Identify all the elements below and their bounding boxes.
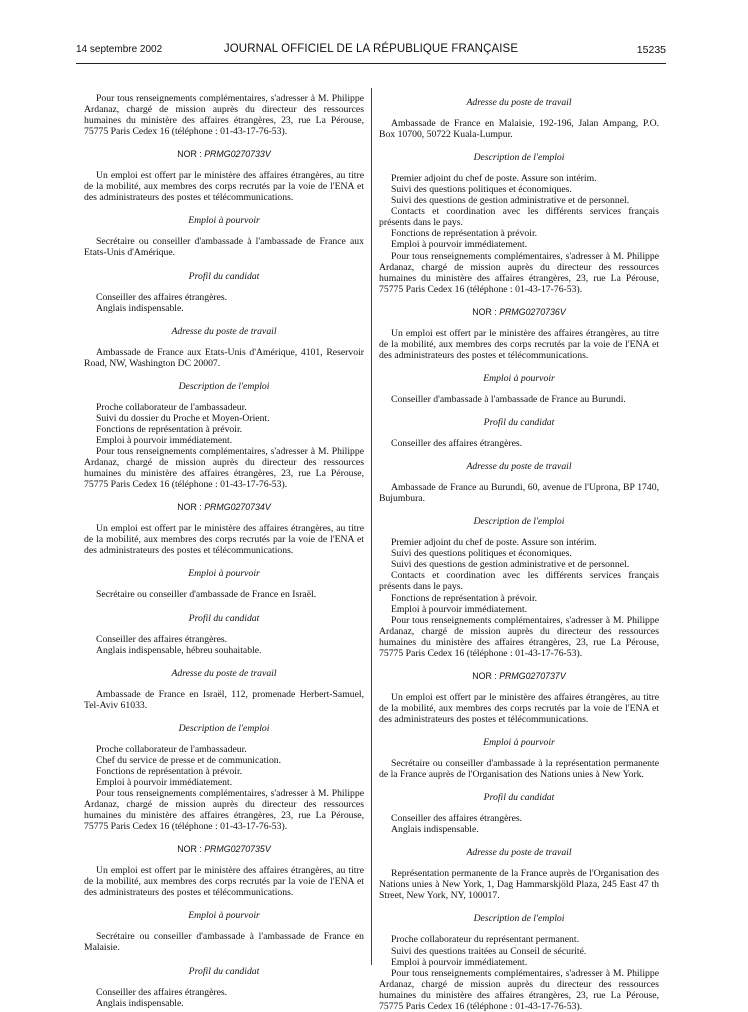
section-heading: Profil du candidat [188,270,260,282]
adresse-text: Représentation permanente de la France auprès de l'Organisation des Nations unies à New York, 1, Dag Hammarskjöld Plaza, 245 East 47 th Street, New York, NY, 100017. [379,868,659,902]
adresse-text: Ambassade de France au Burundi, 60, avenue de l'Uprona, BP 1740, Bujumbura. [379,482,659,505]
offer-paragraph: Un emploi est offert par le ministère des affaires étrangères, au titre de la mobilité, aux membres des corps recrutés par la voie de l'ENA et des administrateurs des postes et télécommunications. [84,170,364,204]
section-heading: Description de l'emploi [473,516,565,528]
section-heading: Description de l'emploi [178,380,270,392]
section-heading: Emploi à pourvoir [188,910,260,922]
description-line: Chef du service de presse et de communication. [96,754,282,766]
description-line: Suivi des questions de gestion administrative et de personnel. [391,559,630,571]
nor-reference: NOR : PRMG0270736V [472,306,566,317]
coordination-text: Contacts et coordination avec les différents services français présents dans le pays. [379,570,659,593]
profil-line: Conseiller des affaires étrangères. [96,633,228,645]
adresse-text: Ambassade de France en Israël, 112, promenade Herbert-Samuel, Tel-Aviv 61033. [84,688,364,711]
emploi-text: Secrétaire ou conseiller d'ambassade à l'ambassade de France aux Etats-Unis d'Amérique. [84,236,364,259]
section-heading: Description de l'emploi [473,152,565,164]
contact-paragraph: Pour tous renseignements complémentaires, s'adresser à M. Philippe Ardanaz, chargé de mission auprès du directeur des ressources humaines du ministère des affaires étrangères, 23, rue La Pérouse, 75775 Paris Cedex 16 (téléphone : 01-43-17-76-53). [84,788,364,833]
section-heading: Profil du candidat [483,792,555,804]
section-heading: Profil du candidat [188,612,260,624]
coordination-text: Contacts et coordination avec les différents services français présents dans le pays. [379,206,659,229]
emploi-text: Conseiller d'ambassade à l'ambassade de France au Burundi. [391,393,626,405]
profil-line: Anglais indispensable. [96,302,184,314]
description-line: Fonctions de représentation à prévoir. [96,765,243,777]
description-line: Fonctions de représentation à prévoir. [391,228,538,240]
right-column [379,93,659,1012]
profil-line: Anglais indispensable. [96,997,184,1009]
profil-line: Conseiller des affaires étrangères. [391,813,523,825]
contact-paragraph: Pour tous renseignements complémentaires, s'adresser à M. Philippe Ardanaz, chargé de mission auprès du directeur des ressources humaines du ministère des affaires étrangères, 23, rue La Pérouse, 75775 Paris Cedex 16 (téléphone : 01-43-17-76-53). [84,446,364,491]
header-rule [76,63,666,64]
header-date: 14 septembre 2002 [76,44,163,55]
adresse-text: Ambassade de France aux Etats-Unis d'Amérique, 4101, Reservoir Road, NW, Washington DC 20007. [84,346,364,369]
contact-paragraph: Pour tous renseignements complémentaires, s'adresser à M. Philippe Ardanaz, chargé de mission auprès du directeur des ressources humaines du ministère des affaires étrangères, 23, rue La Pérouse, 75775 Paris Cedex 16 (téléphone : 01-43-17-76-53). [379,250,659,295]
emploi-text: Secrétaire ou conseiller d'ambassade de France en Israël. [96,589,317,601]
profil-line: Conseiller des affaires étrangères. [391,438,523,450]
description-line: Proche collaborateur du représentant permanent. [391,934,580,946]
nor-reference: NOR : PRMG0270735V [177,844,271,855]
page-header [76,34,666,54]
left-column [84,93,364,1009]
offer-paragraph: Un emploi est offert par le ministère des affaires étrangères, au titre de la mobilité, aux membres des corps recrutés par la voie de l'ENA et des administrateurs des postes et télécommunications. [379,691,659,725]
section-heading: Description de l'emploi [178,722,270,734]
adresse-text: Ambassade de France en Malaisie, 192-196, Jalan Ampang, P.O. Box 10700, 50722 Kuala-Lumpur. [379,118,659,141]
section-heading: Emploi à pourvoir [188,215,260,227]
page-number: 15235 [636,44,666,56]
section-heading: Adresse du poste de travail [466,847,572,859]
description-line: Emploi à pourvoir immédiatement. [96,776,233,788]
section-heading: Adresse du poste de travail [171,667,277,679]
offer-paragraph: Un emploi est offert par le ministère des affaires étrangères, au titre de la mobilité, aux membres des corps recrutés par la voie de l'ENA et des administrateurs des postes et télécommunications. [84,865,364,899]
description-line: Suivi des questions de gestion administrative et de personnel. [391,195,630,207]
description-line: Fonctions de représentation à prévoir. [391,592,538,604]
description-line: Premier adjoint du chef de poste. Assure son intérim. [391,173,597,185]
description-line: Emploi à pourvoir immédiatement. [96,434,233,446]
nor-reference: NOR : PRMG0270734V [177,502,271,513]
description-line: Emploi à pourvoir immédiatement. [391,603,528,615]
description-line: Fonctions de représentation à prévoir. [96,423,243,435]
offer-paragraph: Un emploi est offert par le ministère des affaires étrangères, au titre de la mobilité, aux membres des corps recrutés par la voie de l'ENA et des administrateurs des postes et télécommunications. [84,523,364,557]
journal-title: JOURNAL OFFICIEL DE LA RÉPUBLIQUE FRANÇAISE [223,43,519,55]
section-heading: Emploi à pourvoir [483,736,555,748]
emploi-text: Secrétaire ou conseiller d'ambassade à la représentation permanente de la France auprès de l'Organisation des Nations unies à New York. [379,758,659,781]
profil-line: Anglais indispensable, hébreu souhaitable. [96,644,262,656]
profil-line: Conseiller des affaires étrangères. [96,291,228,303]
contact-paragraph: Pour tous renseignements complémentaires, s'adresser à M. Philippe Ardanaz, chargé de mission auprès du directeur des ressources humaines du ministère des affaires étrangères, 23, rue La Pérouse, 75775 Paris Cedex 16 (téléphone : 01-43-17-76-53). [379,967,659,1012]
profil-line: Conseiller des affaires étrangères. [96,986,228,998]
contact-paragraph: Pour tous renseignements complémentaires, s'adresser à M. Philippe Ardanaz, chargé de mission auprès du directeur des ressources humaines du ministère des affaires étrangères, 23, rue La Pérouse, 75775 Paris Cedex 16 (téléphone : 01-43-17-76-53). [84,93,364,138]
section-heading: Adresse du poste de travail [466,461,572,473]
profil-line: Anglais indispensable. [391,824,479,836]
section-heading: Emploi à pourvoir [483,372,555,384]
column-divider [371,88,372,965]
offer-paragraph: Un emploi est offert par le ministère des affaires étrangères, au titre de la mobilité, aux membres des corps recrutés par la voie de l'ENA et des administrateurs des postes et télécommunications. [379,327,659,361]
section-heading: Description de l'emploi [473,913,565,925]
section-heading: Adresse du poste de travail [466,97,572,108]
nor-reference: NOR : PRMG0270737V [472,670,566,681]
section-heading: Emploi à pourvoir [188,568,260,580]
emploi-text: Secrétaire ou conseiller d'ambassade à l'ambassade de France en Malaisie. [84,931,364,954]
description-line: Suivi du dossier du Proche et Moyen-Orient. [96,412,270,424]
section-heading: Profil du candidat [483,416,555,428]
section-heading: Profil du candidat [188,965,260,977]
contact-paragraph: Pour tous renseignements complémentaires, s'adresser à M. Philippe Ardanaz, chargé de mission auprès du directeur des ressources humaines du ministère des affaires étrangères, 23, rue La Pérouse, 75775 Paris Cedex 16 (téléphone : 01-43-17-76-53). [379,614,659,659]
description-line: Emploi à pourvoir immédiatement. [391,956,528,968]
nor-reference: NOR : PRMG0270733V [177,149,271,160]
description-line: Suivi des questions politiques et économiques. [391,184,572,196]
description-line: Suivi des questions politiques et économiques. [391,548,572,560]
section-heading: Adresse du poste de travail [171,325,277,337]
description-line: Premier adjoint du chef de poste. Assure son intérim. [391,537,597,549]
description-line: Proche collaborateur de l'ambassadeur. [96,401,247,413]
description-line: Suivi des questions traitées au Conseil de sécurité. [391,945,587,957]
description-line: Proche collaborateur de l'ambassadeur. [96,743,247,755]
description-line: Emploi à pourvoir immédiatement. [391,239,528,251]
